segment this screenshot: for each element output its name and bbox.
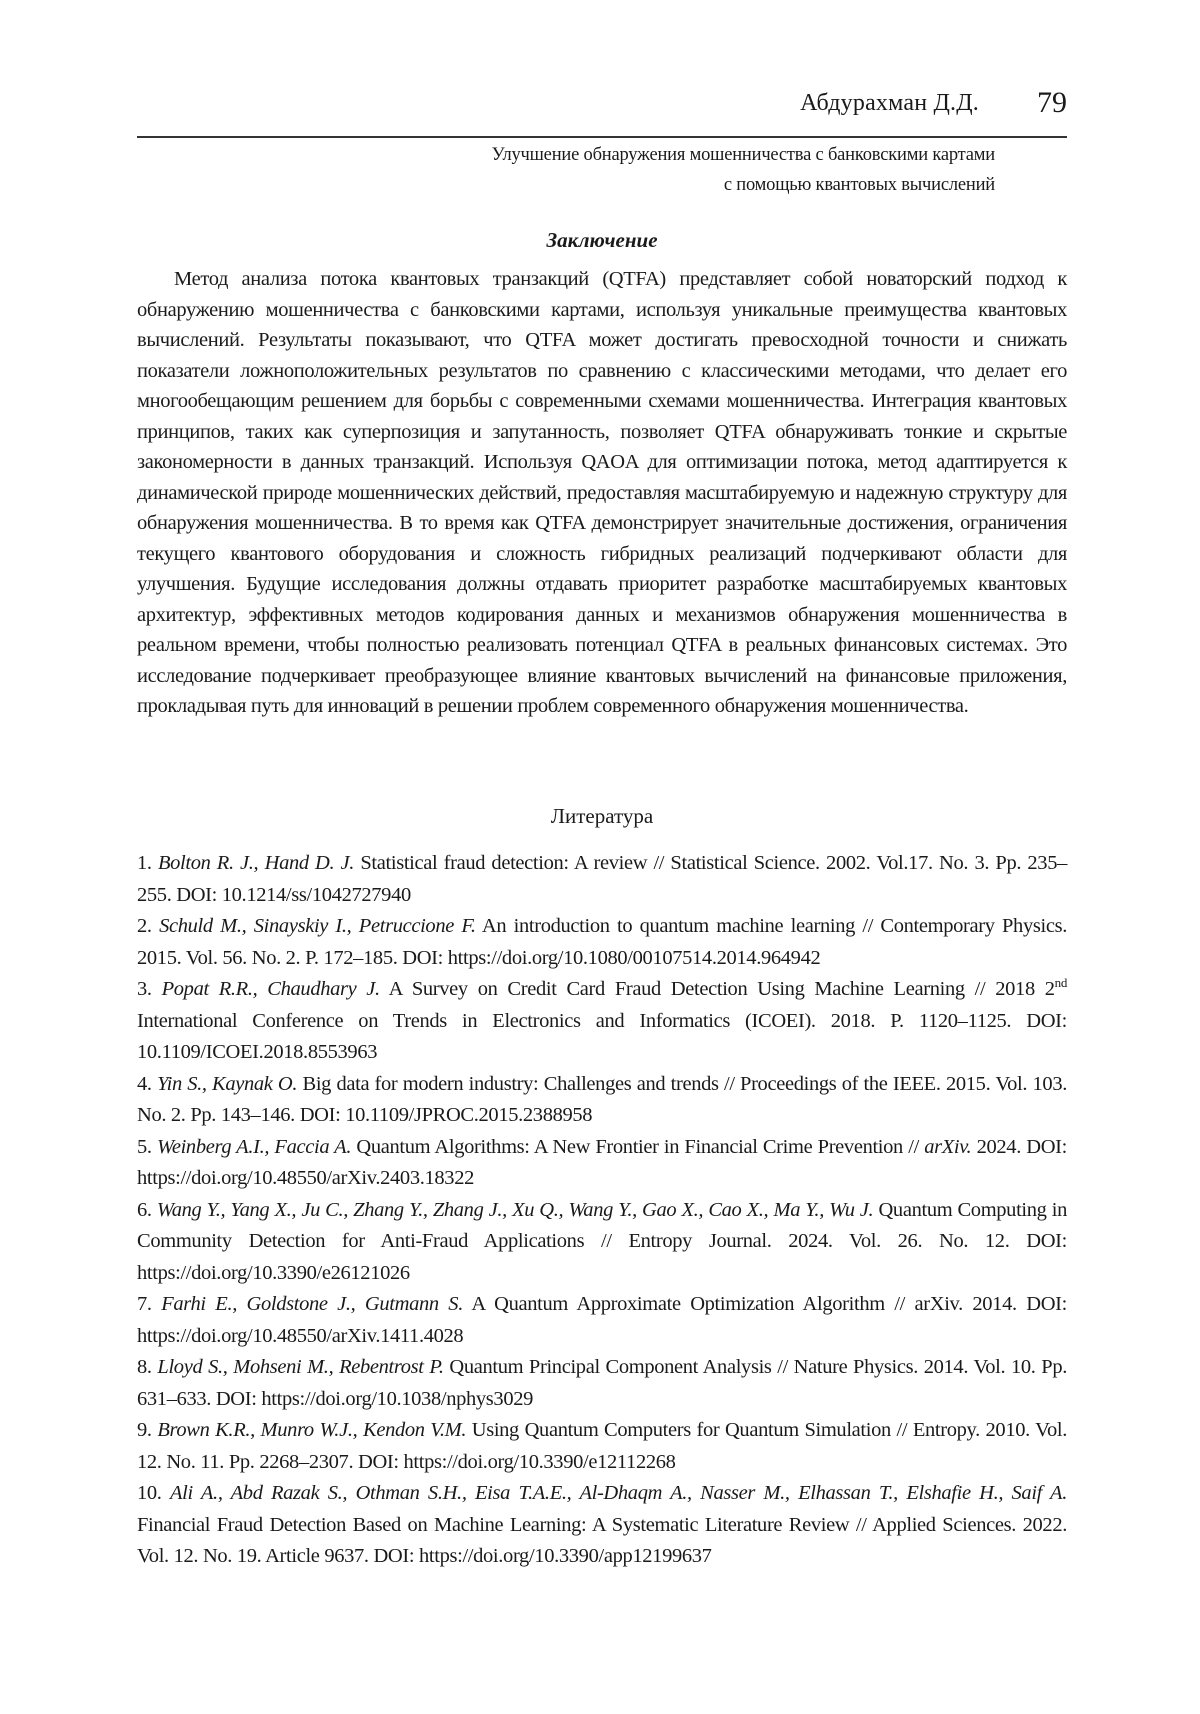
reference-authors: Wang Y., Yang X., Ju C., Zhang Y., Zhang J., Xu Q., Wang Y., Gao X., Cao X., Ma Y., Wu J.: [156, 1198, 874, 1221]
conclusion-heading: Заключение: [546, 228, 658, 252]
reference-number: 5.: [137, 1135, 152, 1158]
reference-number: 10.: [137, 1482, 162, 1504]
running-head: [137, 88, 1067, 138]
reference-authors: Farhi E., Goldstone J., Gutmann S.: [161, 1293, 463, 1315]
reference-authors: Brown K.R., Munro W.J., Kendon V.M.: [157, 1419, 467, 1441]
reference-number: 9.: [137, 1419, 152, 1441]
reference-number: 6.: [137, 1198, 152, 1221]
reference-text: Quantum Algorithms: A New Frontier in Financial Crime Prevention //: [356, 1135, 919, 1158]
reference-number: 1.: [137, 852, 152, 874]
reference-authors: Popat R.R., Chaudhary J.: [161, 978, 380, 1000]
reference-item: [137, 1195, 1067, 1290]
reference-item: [137, 974, 1067, 1069]
references-heading: Литература: [550, 804, 654, 828]
reference-item: [137, 1415, 1067, 1478]
reference-text: Statistical fraud detection: A review // Statistical Science. 2002. Vol.17. No. 3. Pp. 235–255. DOI: 10.1214/ss/1042727940: [137, 852, 1067, 906]
reference-authors: Lloyd S., Mohseni M., Rebentrost P.: [157, 1356, 444, 1378]
reference-number: 3.: [137, 978, 152, 1000]
reference-text: A Quantum Approximate Optimization Algorithm // arXiv. 2014. DOI: https://doi.org/10.48550/arXiv.1411.4028: [137, 1293, 1067, 1347]
reference-item: [137, 1478, 1067, 1573]
reference-number: 2.: [137, 915, 152, 937]
reference-text: Big data for modern industry: Challenges and trends // Proceedings of the IEEE. 2015. Vol. 103. No. 2. Pp. 143–146. DOI: 10.1109/JPROC.2015.2388958: [137, 1072, 1068, 1126]
reference-text: A Survey on Credit Card Fraud Detection Using Machine Learning // 2018 2: [388, 978, 1055, 1000]
running-head-author: Абдурахман Д.Д.: [800, 90, 979, 116]
reference-item: [137, 1289, 1067, 1352]
reference-item: [137, 1069, 1067, 1132]
article-title-line-1: Улучшение обнаружения мошенничества с банковскими картами: [491, 145, 995, 165]
reference-text-continued: International Conference on Trends in Electronics and Informatics (ICOEI). 2018. P. 1120–1125. DOI: 10.1109/ICOEI.2018.8553963: [137, 1009, 1067, 1063]
reference-text-continued: 2024. DOI: https://doi.org/10.48550/arXiv.2403.18322: [137, 1135, 1067, 1189]
reference-ordinal-superscript: nd: [1054, 975, 1067, 991]
reference-source-italic: arXiv.: [924, 1135, 972, 1158]
reference-item: [137, 1132, 1067, 1195]
article-title-line-2: с помощью квантовых вычислений: [723, 175, 995, 195]
reference-number: 4.: [137, 1072, 152, 1095]
reference-text: An introduction to quantum machine learning // Contemporary Physics. 2015. Vol. 56. No. 2. P. 172–185. DOI: https://doi.org/10.1080/00107514.2014.964942: [137, 915, 1067, 969]
reference-text: Using Quantum Computers for Quantum Simulation // Entropy. 2010. Vol. 12. No. 11. Pp. 2268–2307. DOI: https://doi.org/10.3390/e12112268: [137, 1419, 1067, 1473]
reference-number: 8.: [137, 1356, 152, 1378]
reference-item: [137, 1352, 1067, 1415]
reference-text: Quantum Computing in Community Detection for Anti-Fraud Applications // Entropy Journal. 2024. Vol. 26. No. 12. DOI: https://doi.org/10.3390/e26121026: [137, 1198, 1067, 1284]
running-article-title: [280, 140, 995, 200]
reference-text: Financial Fraud Detection Based on Machine Learning: A Systematic Literature Review // Applied Sciences. 2022. Vol. 12. No. 19. Article 9637. DOI: https://doi.org/10.3390/app12199637: [137, 1513, 1067, 1567]
page-number: 79: [1037, 86, 1067, 119]
reference-text: Quantum Principal Component Analysis // Nature Physics. 2014. Vol. 10. Pp. 631–633. DOI: https://doi.org/10.1038/nphys3029: [137, 1356, 1068, 1410]
reference-number: 7.: [137, 1293, 152, 1315]
reference-authors: Bolton R. J., Hand D. J.: [157, 852, 355, 874]
reference-authors: Schuld M., Sinayskiy I., Petruccione F.: [159, 915, 476, 937]
reference-list: [137, 848, 1067, 1573]
conclusion-paragraph: Метод анализа потока квантовых транзакций (QTFA) представляет собой новаторский подход к обнаружению мошенничества с банковскими картами, используя уникальные преимущества квантовых вычислений. Результаты показывают, что QTFA может достигать превосходной точности и снижать показатели ложноположительных результатов по сравнению с классическими методами, что делает его многообещающим решением для борьбы с современными схемами мошенничества. Интеграция квантовых принципов, таких как суперпозиция и запутанность, позволяет QTFA обнаруживать тонкие и скрытые закономерности в данных транзакций. Используя QAOA для оптимизации потока, метод адаптируется к динамической природе мошеннических действий, предоставляя масштабируемую и надежную структуру для обнаружения мошенничества. В то время как QTFA демонстрирует значительные достижения, ограничения текущего квантового оборудования и сложность гибридных реализаций подчеркивают области для улучшения. Будущие исследования должны отдавать приоритет разработке масштабируемых квантовых архитектур, эффективных методов кодирования данных и механизмов обнаружения мошенничества в реальном времени, чтобы полностью реализовать потенциал QTFA в реальных финансовых системах. Это исследование подчеркивает преобразующее влияние квантовых вычислений на финансовые приложения, прокладывая путь для инноваций в решении проблем современного обнаружения мошенничества.: [137, 268, 1067, 717]
reference-item: [137, 911, 1067, 974]
reference-authors: Weinberg A.I., Faccia A.: [156, 1135, 352, 1158]
reference-item: [137, 848, 1067, 911]
reference-authors: Ali A., Abd Razak S., Othman S.H., Eisa T.A.E., Al-Dhaqm A., Nasser M., Elhassan T., Elshafie H., Saif A.: [169, 1482, 1067, 1504]
reference-authors: Yin S., Kaynak O.: [157, 1072, 298, 1095]
